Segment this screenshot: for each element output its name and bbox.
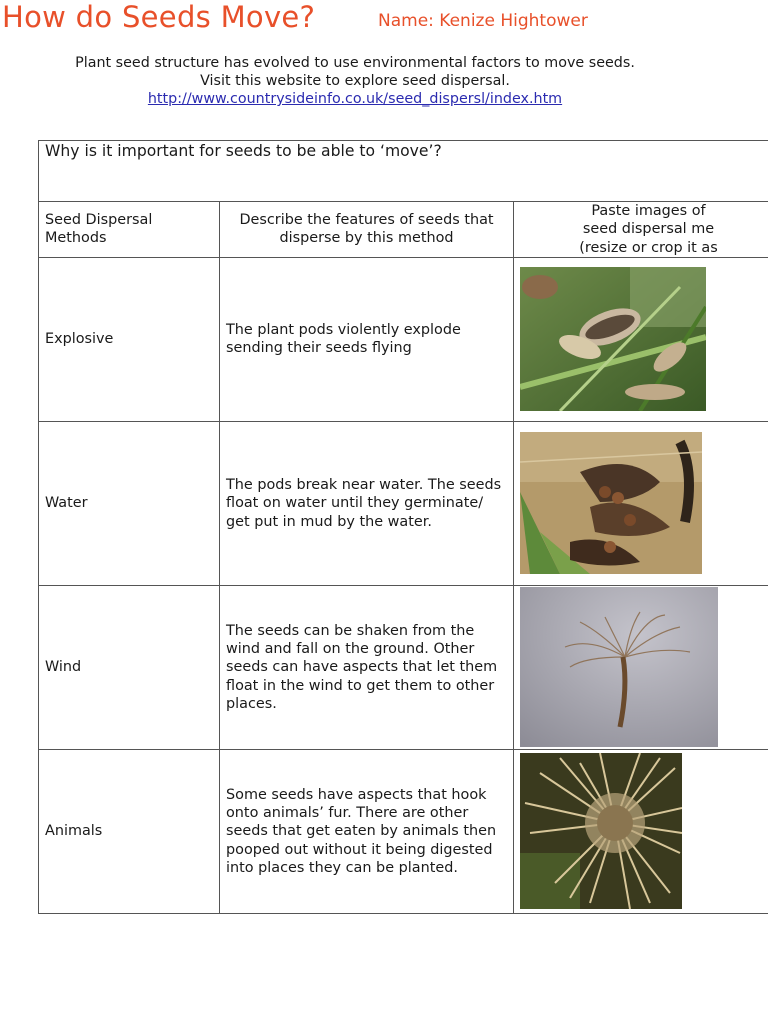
method-cell[interactable]: Explosive	[39, 257, 220, 421]
method-cell[interactable]: Wind	[39, 585, 220, 749]
header-images-line-3: (resize or crop it as	[579, 239, 718, 256]
student-name: Name: Kenize Hightower	[378, 11, 588, 31]
water-seed-pod-photo	[520, 432, 768, 574]
header-images-line-1: Paste images of	[591, 203, 706, 219]
burr-seed-photo	[520, 753, 768, 909]
question-text: Why is it important for seeds to be able to ‘move’?	[45, 142, 442, 160]
seed-dispersal-table	[38, 140, 768, 914]
method-cell[interactable]: Water	[39, 421, 220, 585]
description-cell[interactable]: The pods break near water. The seeds float on water until they germinate/ get put in mud by the water.	[220, 421, 514, 585]
method-cell[interactable]: Animals	[39, 749, 220, 913]
table-row	[39, 421, 768, 585]
image-cell[interactable]	[514, 257, 768, 421]
table-row	[39, 749, 768, 913]
table-row	[39, 257, 768, 421]
header-row	[39, 202, 768, 258]
image-cell[interactable]	[514, 749, 768, 913]
header-features: Describe the features of seeds that disperse by this method	[220, 202, 514, 258]
intro-line-2: Visit this website to explore seed dispersal.	[200, 73, 510, 89]
description-cell[interactable]: Some seeds have aspects that hook onto animals’ fur. There are other seeds that get eaten by animals then pooped out without it being digested into places they can be planted.	[220, 749, 514, 913]
image-cell[interactable]	[514, 585, 768, 749]
header-images	[514, 202, 768, 258]
wind-seed-photo	[520, 587, 768, 747]
header-images-line-2: seed dispersal me	[582, 221, 715, 238]
explosive-seed-pod-photo	[520, 267, 768, 411]
description-cell[interactable]: The seeds can be shaken from the wind and fall on the ground. Other seeds can have aspects that let them float in the wind to get them to other places.	[220, 585, 514, 749]
question-cell[interactable]	[39, 141, 768, 202]
table-row	[39, 585, 768, 749]
intro-block	[0, 54, 710, 108]
header-methods: Seed Dispersal Methods	[39, 202, 220, 258]
page-title: How do Seeds Move?	[2, 0, 316, 34]
description-cell[interactable]: The plant pods violently explode sending their seeds flying	[220, 257, 514, 421]
image-cell[interactable]	[514, 421, 768, 585]
website-link[interactable]: http://www.countrysideinfo.co.uk/seed_dispersl/index.htm	[147, 91, 563, 107]
intro-line-1: Plant seed structure has evolved to use environmental factors to move seeds.	[75, 55, 635, 71]
